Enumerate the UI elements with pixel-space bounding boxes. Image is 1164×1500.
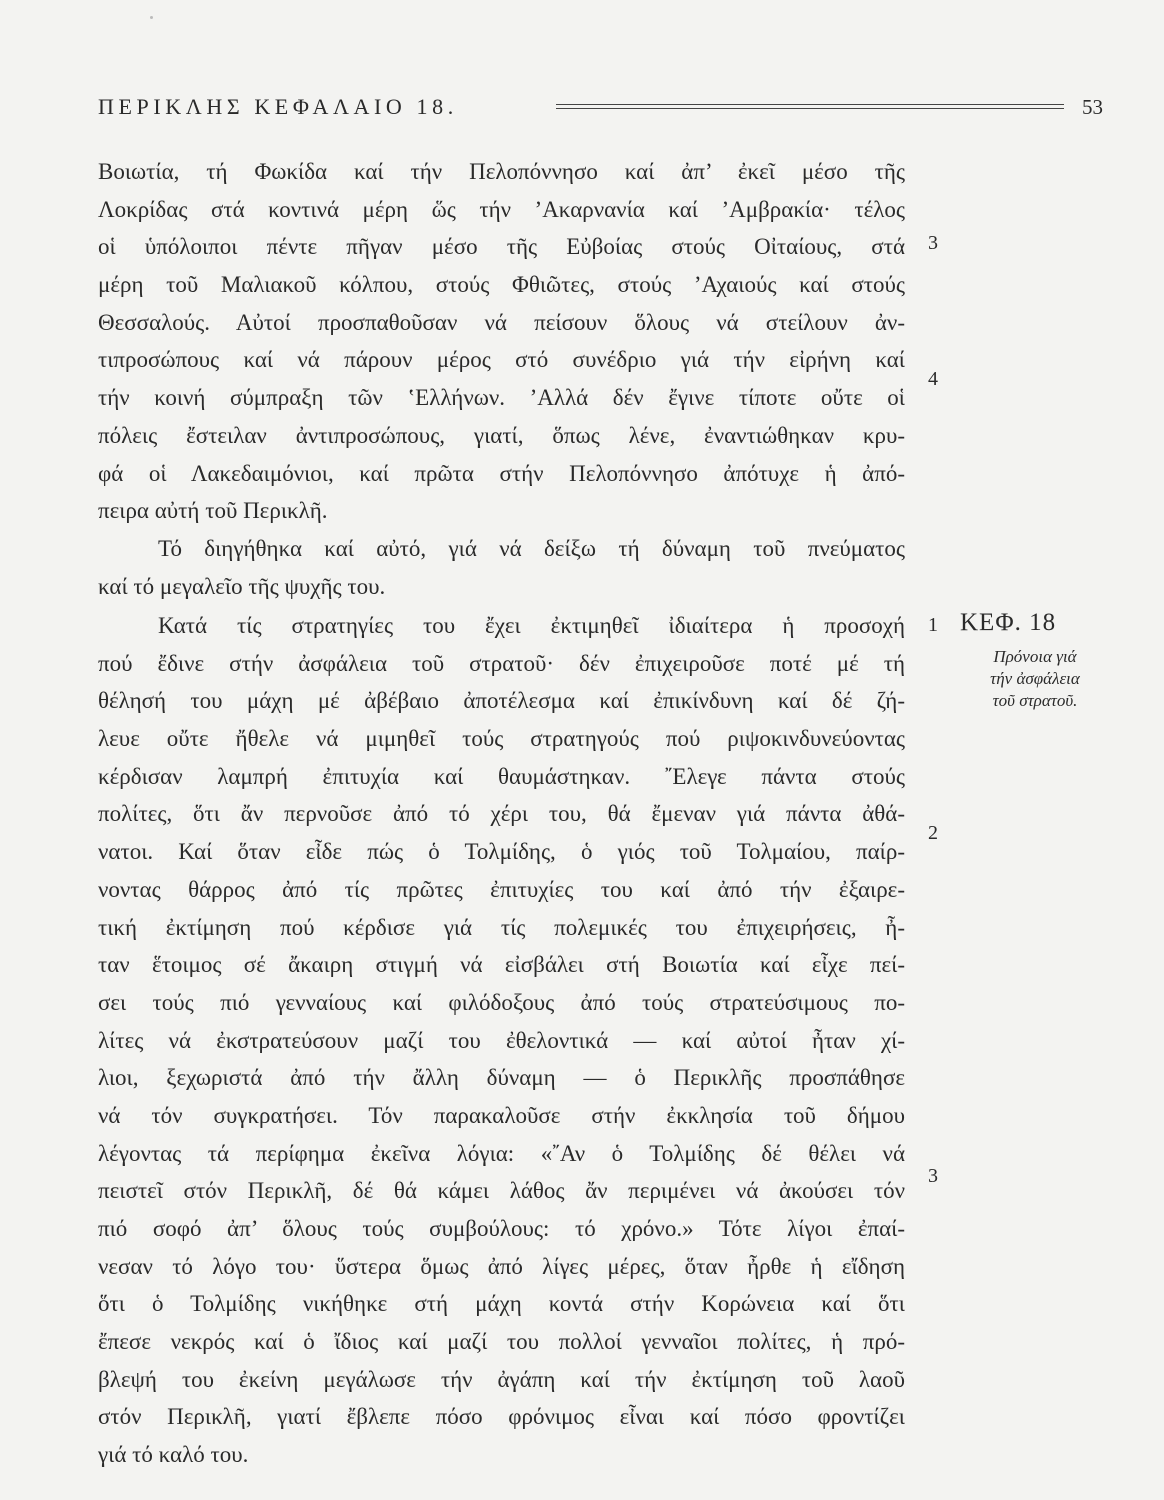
text-line: φά οἱ Λακεδαιμόνιοι, καί πρῶτα στήν Πελοπόννησο ἀπότυχε ἡ ἀπό- — [98, 460, 905, 486]
text-line: στόν Περικλῆ, γιατί ἔβλεπε πόσο φρόνιμος εἶναι καί πόσο φροντίζει — [98, 1404, 905, 1430]
text-line: Τό διηγήθηκα καί αὐτό, γιά νά δείξω τή δύναμη τοῦ πνεύματος — [158, 535, 905, 561]
text-line: πιό σοφό ἀπ’ ὅλους τούς συμβούλους: τό χρόνο.» Τότε λίγοι ἐπαί- — [98, 1216, 905, 1241]
sidenote-line: τοῦ στρατοῦ. — [992, 691, 1078, 710]
header-double-rule — [556, 104, 1064, 109]
text-line: πολίτες, ὅτι ἄν περνοῦσε ἀπό τό χέρι του, θά ἔμεναν γιά πάντα ἀθά- — [98, 801, 905, 827]
marginal-number: 3 — [928, 1165, 938, 1187]
text-line: τική ἐκτίμηση πού κέρδισε γιά τίς πολεμικές του ἐπιχειρήσεις, ἦ- — [98, 914, 905, 940]
paper-speck — [150, 16, 153, 19]
text-line: πειρα αὐτή τοῦ Περικλῆ. — [98, 498, 328, 524]
text-line: λευε οὔτε ἤθελε νά μιμηθεῖ τούς στρατηγούς πού ριψοκινδυνεύοντας — [98, 726, 905, 752]
page-number: 53 — [1082, 95, 1103, 119]
text-line: νοντας θάρρος ἀπό τίς πρῶτες ἐπιτυχίες του καί ἀπό τήν ἐξαιρε- — [98, 876, 905, 902]
running-title: ΠΕΡΙΚΛΗΣ ΚΕΦΑΛΑΙΟ 18. — [98, 94, 458, 119]
text-line: ἔπεσε νεκρός καί ὁ ἴδιος καί μαζί του πολλοί γενναῖοι πολίτες, ἡ πρό- — [98, 1329, 905, 1355]
text-line: Λοκρίδας στά κοντινά μέρη ὥς τήν ’Ακαρνανία καί ’Αμβρακία· τέλος — [98, 196, 905, 222]
body-text-bottom — [98, 607, 905, 1474]
text-line: πόλεις ἔστειλαν ἀντιπροσώπους, γιατί, ὅπως λένε, ἐναντιώθηκαν κρυ- — [98, 422, 905, 448]
text-line: λίτες νά ἐκστρατεύσουν μαζί του ἐθελοντικά — καί αὐτοί ἦταν χί- — [98, 1027, 905, 1053]
text-line: βλεψή του ἐκείνη μεγάλωσε τήν ἀγάπη καί τήν ἐκτίμηση τοῦ λαοῦ — [98, 1366, 905, 1392]
text-line: τήν κοινή σύμπραξη τῶν ‛Ελλήνων. ’Αλλά δέν ἔγινε τίποτε οὔτε οἱ — [98, 385, 905, 411]
text-line: Βοιωτία, τή Φωκίδα καί τήν Πελοπόννησο καί ἀπ’ ἐκεῖ μέσο τῆς — [98, 159, 905, 184]
page-header — [98, 92, 1103, 124]
text-line: πειστεῖ στόν Περικλῆ, δέ θά κάμει λάθος ἄν περιμένει νά ἀκούσει τόν — [98, 1178, 905, 1204]
text-line: λιοι, ξεχωριστά ἀπό τήν ἄλλη δύναμη — ὁ Περικλῆς προσπάθησε — [98, 1065, 905, 1091]
text-line: νά τόν συγκρατήσει. Τόν παρακαλοῦσε στήν ἐκκλησία τοῦ δήμου — [98, 1102, 905, 1128]
text-line: κέρδισαν λαμπρή ἐπιτυχία καί θαυμάστηκαν. ῎Ελεγε πάντα στούς — [98, 763, 905, 789]
text-line: νεσαν τό λόγο του· ὕστερα ὅμως ἀπό λίγες μέρες, ὅταν ἦρθε ἡ εἴδηση — [98, 1253, 905, 1279]
text-line: λέγοντας τά περίφημα ἐκεῖνα λόγια: «῎Αν ὁ Τολμίδης δέ θέλει νά — [98, 1140, 905, 1166]
marginal-number: 3 — [928, 232, 938, 254]
sidenote-line: τήν ἀσφάλεια — [990, 669, 1080, 688]
marginal-number: 4 — [928, 368, 938, 390]
text-line: γιά τό καλό του. — [98, 1442, 249, 1468]
sidenote-chapter-heading: ΚΕΦ. 18 — [960, 609, 1057, 636]
text-line: σει τούς πιό γενναίους καί φιλόδοξους ἀπό τούς στρατεύσιμους πο- — [98, 989, 905, 1015]
text-line: νατοι. Καί ὅταν εἶδε πώς ὁ Τολμίδης, ὁ γιός τοῦ Τολμαίου, παίρ- — [98, 839, 905, 865]
marginal-number: 2 — [928, 822, 938, 844]
marginal-number: 1 — [928, 614, 938, 636]
text-line: ταν ἕτοιμος σέ ἄκαιρη στιγμή νά εἰσβάλει στή Βοιωτία καί εἶχε πεί- — [98, 952, 905, 978]
text-line: Θεσσαλούς. Αὐτοί προσπαθοῦσαν νά πείσουν ὅλους νά στείλουν ἀν- — [98, 309, 905, 335]
text-line: πού ἔδινε στήν ἀσφάλεια τοῦ στρατοῦ· δέν ἐπιχειροῦσε ποτέ μέ τή — [98, 650, 905, 676]
sidenote-line: Πρόνοια γιά — [993, 647, 1077, 666]
text-line: ὅτι ὁ Τολμίδης νικήθηκε στή μάχη κοντά στήν Κορώνεια καί ὅτι — [98, 1291, 905, 1317]
margin-sidenote — [960, 604, 1110, 712]
sidenote-summary — [960, 646, 1110, 712]
text-line: οἱ ὑπόλοιποι πέντε πῆγαν μέσο τῆς Εὐβοίας στούς Οἰταίους, στά — [98, 234, 905, 260]
text-line: θέλησή του μάχη μέ ἀβέβαιο ἀποτέλεσμα καί ἐπικίνδυνη καί δέ ζή- — [98, 688, 905, 714]
text-line: μέρη τοῦ Μαλιακοῦ κόλπου, στούς Φθιῶτες, στούς ’Αχαιούς καί στούς — [98, 272, 905, 298]
body-text-top — [98, 153, 905, 605]
text-line: τιπροσώπους καί νά πάρουν μέρος στό συνέδριο γιά τήν εἰρήνη καί — [98, 347, 905, 373]
text-line: Κατά τίς στρατηγίες του ἔχει ἐκτιμηθεῖ ἰδιαίτερα ἡ προσοχή — [158, 613, 905, 638]
text-line: καί τό μεγαλεῖο τῆς ψυχῆς του. — [98, 573, 386, 599]
